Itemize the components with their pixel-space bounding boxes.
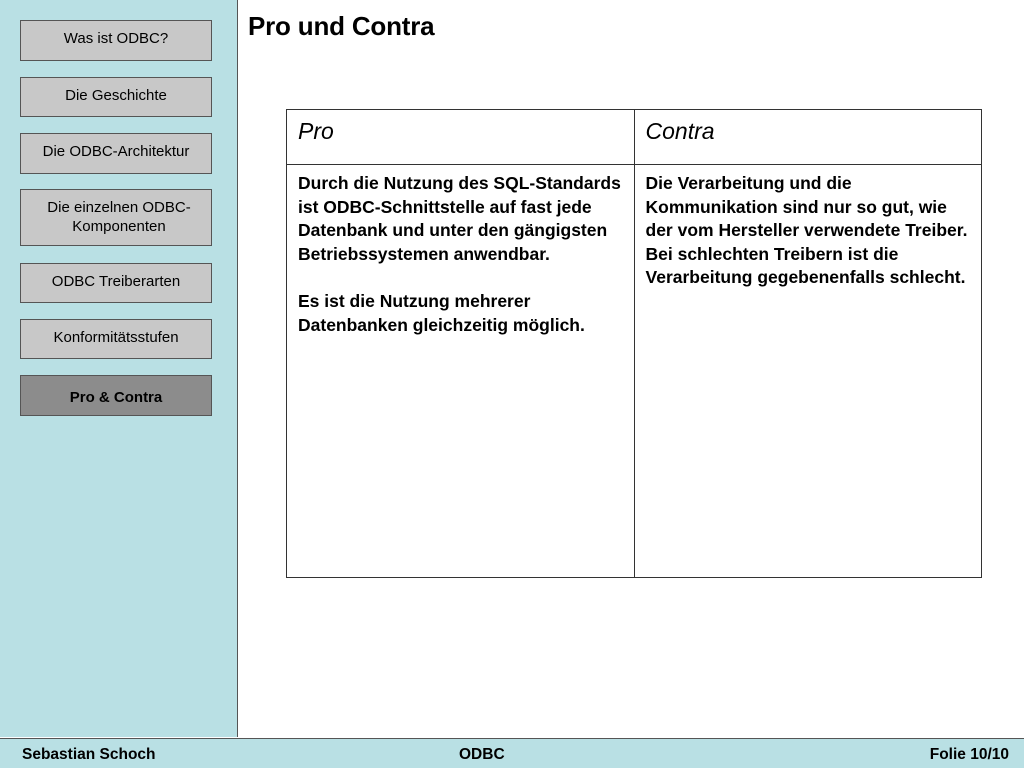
pro-contra-table xyxy=(286,109,982,578)
header-pro: Pro xyxy=(287,110,635,165)
nav-button-komponenten[interactable]: Die einzelnen ODBC-Komponenten xyxy=(20,189,212,246)
nav-button-konformitaetsstufen[interactable]: Konformitätsstufen xyxy=(20,319,212,359)
table-body-row xyxy=(287,165,982,578)
slide-title: Pro und Contra xyxy=(248,11,435,41)
pro-paragraph: Durch die Nutzung des SQL-Standards ist ODBC-Schnittstelle auf fast jede Datenbank und unter den gängigsten Betriebssystemen anwendbar. xyxy=(298,173,621,264)
footer-slide-number: Folie 10/10 xyxy=(929,746,1009,763)
nav-button-geschichte[interactable]: Die Geschichte xyxy=(20,77,212,117)
contra-cell xyxy=(634,165,982,578)
contra-paragraph: Die Verarbeitung und die Kommunikation sind nur so gut, wie der vom Hersteller verwendete Treiber. Bei schlechten Treibern ist die Verarbeitung gegebenenfalls schlecht. xyxy=(645,173,968,287)
header-contra: Contra xyxy=(634,110,982,165)
pro-cell xyxy=(287,165,635,578)
pro-paragraph: Es ist die Nutzung mehrerer Datenbanken gleichzeitig möglich. xyxy=(298,291,585,335)
nav-button-pro-contra[interactable]: Pro & Contra xyxy=(20,375,212,416)
footer-author: Sebastian Schoch xyxy=(22,746,156,763)
footer-topic: ODBC xyxy=(459,746,505,763)
nav-button-was-ist-odbc[interactable]: Was ist ODBC? xyxy=(20,20,212,61)
sidebar xyxy=(0,0,238,737)
nav-button-architektur[interactable]: Die ODBC-Architektur xyxy=(20,133,212,174)
footer-bar xyxy=(0,738,1024,768)
table-header-row xyxy=(287,110,982,165)
nav-button-treiberarten[interactable]: ODBC Treiberarten xyxy=(20,263,212,303)
